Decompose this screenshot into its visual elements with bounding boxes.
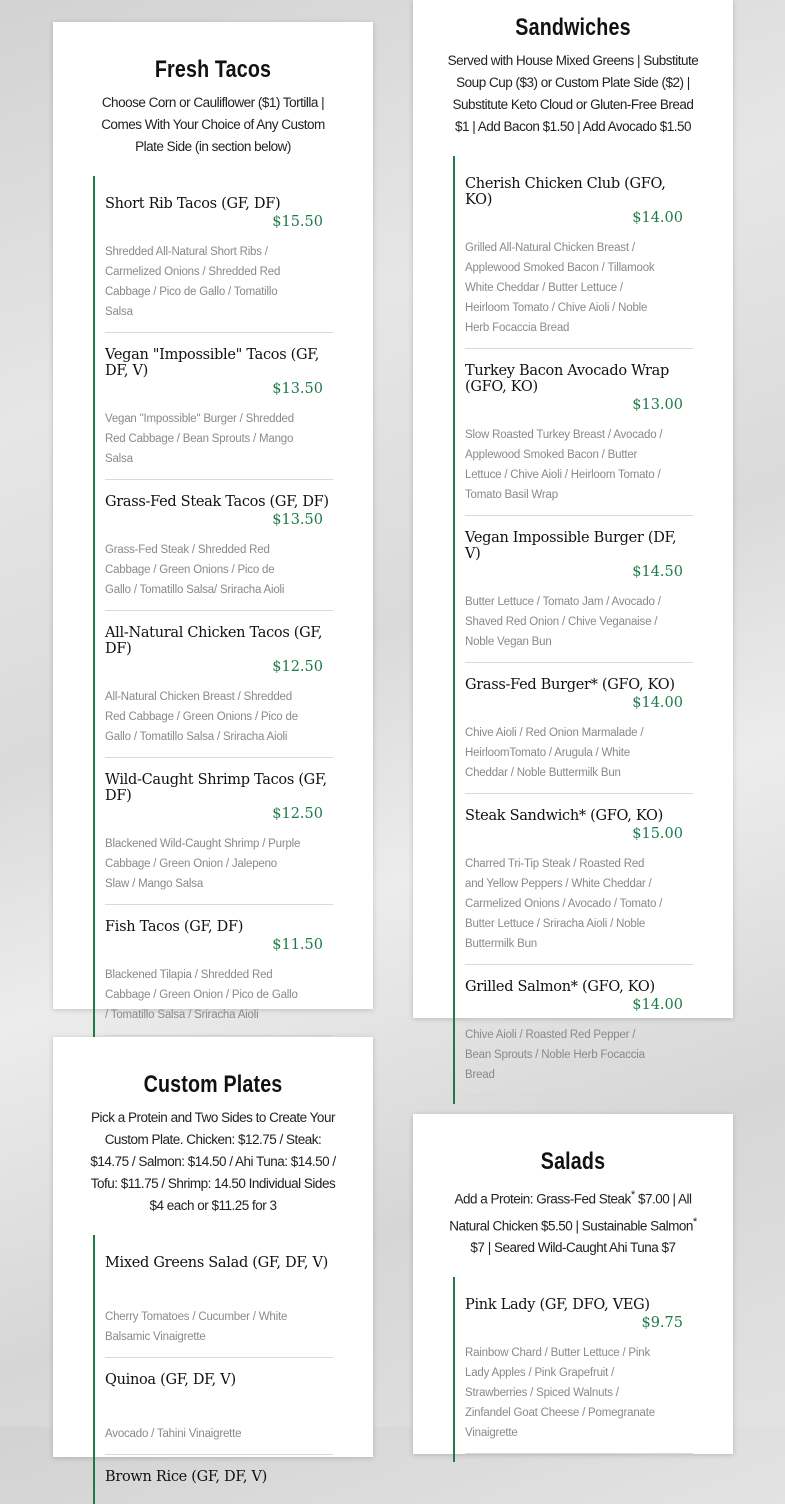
section-title: Salads bbox=[540, 1148, 606, 1175]
item-name: Short Rib Tacos (GF, DF) bbox=[105, 196, 281, 212]
menu-list bbox=[93, 176, 333, 1044]
menu-item[interactable] bbox=[105, 480, 333, 611]
custom-plates-card bbox=[53, 1037, 373, 1485]
section-description bbox=[447, 1184, 699, 1259]
item-name: Grass-Fed Burger* (GFO, KO) bbox=[465, 677, 675, 693]
section-title: Custom Plates bbox=[143, 1071, 283, 1098]
item-price: $12.50 bbox=[272, 659, 323, 675]
menu-item[interactable] bbox=[105, 905, 333, 1036]
item-name: Wild-Caught Shrimp Tacos (GF, DF) bbox=[105, 772, 327, 804]
item-name: Grass-Fed Steak Tacos (GF, DF) bbox=[105, 494, 329, 510]
item-name: Turkey Bacon Avocado Wrap (GFO, KO) bbox=[465, 363, 670, 395]
menu-item[interactable] bbox=[105, 182, 333, 333]
item-description: Grilled All-Natural Chicken Breast / Applewood Smoked Bacon / Tillamook White Cheddar / Butter Lettuce / Heirloom Tomato / Chive Aioli / Noble Herb Focaccia Bread bbox=[465, 242, 655, 334]
item-description: Charred Tri-Tip Steak / Roasted Red and Yellow Peppers / White Cheddar / Carmelized Onions / Avocado / Tomato / Butter Lettuce / Sriracha Aioli / Noble Buttermilk Bun bbox=[465, 858, 663, 950]
item-description: Blackened Wild-Caught Shrimp / Purple Cabbage / Green Onion / Jalepeno Slaw / Mango Salsa bbox=[105, 838, 301, 890]
description-text: Add a Protein: Grass-Fed Steak bbox=[454, 1191, 631, 1207]
item-description: Rainbow Chard / Butter Lettuce / Pink Lady Apples / Pink Grapefruit / Strawberries / Spiced Walnuts / Zinfandel Goat Cheese / Pomegranate Vinaigrette bbox=[465, 1347, 655, 1439]
menu-item[interactable] bbox=[465, 349, 693, 516]
menu-item[interactable] bbox=[105, 1241, 333, 1358]
item-price bbox=[105, 1273, 333, 1293]
item-price: $14.00 bbox=[632, 997, 683, 1013]
item-name: Fish Tacos (GF, DF) bbox=[105, 919, 244, 935]
item-price: $9.75 bbox=[641, 1315, 683, 1331]
menu-item[interactable] bbox=[465, 794, 693, 965]
section-description: Choose Corn or Cauliflower ($1) Tortilla | Comes With Your Choice of Any Custom Plate Side (in section below) bbox=[101, 95, 325, 154]
item-description: Shredded All-Natural Short Ribs / Carmelized Onions / Shredded Red Cabbage / Pico de Gallo / Tomatillo Salsa bbox=[105, 246, 281, 318]
menu-item[interactable] bbox=[105, 1455, 333, 1496]
item-description: Avocado / Tahini Vinaigrette bbox=[105, 1428, 242, 1440]
sandwiches-card bbox=[413, 0, 733, 1081]
item-price: $11.50 bbox=[272, 937, 323, 953]
item-price: $13.50 bbox=[272, 512, 323, 528]
item-name: All-Natural Chicken Tacos (GF, DF) bbox=[105, 625, 323, 657]
item-description: Grass-Fed Steak / Shredded Red Cabbage / Green Onions / Pico de Gallo / Tomatillo Salsa/ Sriracha Aioli bbox=[105, 544, 285, 596]
item-description: Chive Aioli / Roasted Red Pepper / Bean Sprouts / Noble Herb Focaccia Bread bbox=[465, 1029, 645, 1081]
menu-item[interactable] bbox=[465, 965, 693, 1096]
item-name: Vegan Impossible Burger (DF, V) bbox=[465, 530, 677, 562]
menu-list bbox=[93, 1235, 333, 1504]
item-price bbox=[105, 1390, 333, 1410]
item-name: Pink Lady (GF, DFO, VEG) bbox=[465, 1297, 650, 1313]
menu-item[interactable] bbox=[105, 1358, 333, 1455]
menu-item[interactable] bbox=[105, 611, 333, 758]
section-title: Sandwiches bbox=[515, 14, 631, 41]
description-text: $7 | Seared Wild-Caught Ahi Tuna $7 bbox=[470, 1240, 676, 1255]
menu-list bbox=[453, 156, 693, 1104]
item-price: $15.50 bbox=[272, 214, 323, 230]
asterisk: * bbox=[692, 1215, 697, 1228]
asterisk: * bbox=[630, 1189, 635, 1201]
salads-card bbox=[413, 1114, 733, 1454]
item-name: Quinoa (GF, DF, V) bbox=[105, 1372, 236, 1388]
item-description: Butter Lettuce / Tomato Jam / Avocado / Shaved Red Onion / Chive Veganaise / Noble Vegan Bun bbox=[465, 596, 661, 648]
section-description: Pick a Protein and Two Sides to Create Your Custom Plate. Chicken: $12.75 / Steak: $14.75 / Salmon: $14.50 / Ahi Tuna: $14.50 / Tofu: $11.75 / Shrimp: 14.50 Individual Sides $4 each or $11.25 for 3 bbox=[90, 1110, 336, 1213]
menu-item[interactable] bbox=[105, 758, 333, 905]
item-description: Slow Roasted Turkey Breast / Avocado / Applewood Smoked Bacon / Butter Lettuce / Chive Aioli / Heirloom Tomato / Tomato Basil Wrap bbox=[465, 429, 663, 501]
fresh-tacos-card bbox=[53, 22, 373, 1021]
item-description: Blackened Tilapia / Shredded Red Cabbage / Green Onion / Pico de Gallo / Tomatillo Salsa / Sriracha Aioli bbox=[105, 969, 298, 1021]
item-name: Mixed Greens Salad (GF, DF, V) bbox=[105, 1255, 328, 1271]
menu-item[interactable] bbox=[465, 516, 693, 663]
menu-item[interactable] bbox=[105, 333, 333, 480]
item-price: $13.50 bbox=[272, 381, 323, 397]
item-price: $14.00 bbox=[632, 695, 683, 711]
section-title: Fresh Tacos bbox=[154, 56, 272, 83]
item-price: $12.50 bbox=[272, 806, 323, 822]
item-price: $15.00 bbox=[632, 826, 683, 842]
description-text: $7.00 | All Natural Chicken $5.50 | Sustainable Salmon bbox=[449, 1191, 693, 1233]
item-description: Vegan "Impossible" Burger / Shredded Red Cabbage / Bean Sprouts / Mango Salsa bbox=[105, 413, 294, 465]
menu-item[interactable] bbox=[465, 1283, 693, 1454]
item-description: Chive Aioli / Red Onion Marmalade / HeirloomTomato / Arugula / White Cheddar / Noble Buttermilk Bun bbox=[465, 727, 644, 779]
item-description: All-Natural Chicken Breast / Shredded Red Cabbage / Green Onions / Pico de Gallo / Tomatillo Salsa / Sriracha Aioli bbox=[105, 691, 298, 743]
item-price: $14.50 bbox=[632, 564, 683, 580]
menu-list bbox=[453, 1277, 693, 1462]
item-name: Vegan "Impossible" Tacos (GF, DF, V) bbox=[105, 347, 320, 379]
item-name: Brown Rice (GF, DF, V) bbox=[105, 1469, 267, 1485]
menu-item[interactable] bbox=[465, 162, 693, 349]
item-name: Steak Sandwich* (GFO, KO) bbox=[465, 808, 663, 824]
menu-item[interactable] bbox=[465, 663, 693, 794]
section-description: Served with House Mixed Greens | Substitute Soup Cup ($3) or Custom Plate Side ($2) | Substitute Keto Cloud or Gluten-Free Bread $1 | Add Bacon $1.50 | Add Avocado $1.50 bbox=[447, 53, 699, 134]
item-price: $14.00 bbox=[632, 210, 683, 226]
item-name: Grilled Salmon* (GFO, KO) bbox=[465, 979, 655, 995]
item-price: $13.00 bbox=[632, 397, 683, 413]
item-description: Cherry Tomatoes / Cucumber / White Balsamic Vinaigrette bbox=[105, 1311, 288, 1343]
item-name: Cherish Chicken Club (GFO, KO) bbox=[465, 176, 666, 208]
